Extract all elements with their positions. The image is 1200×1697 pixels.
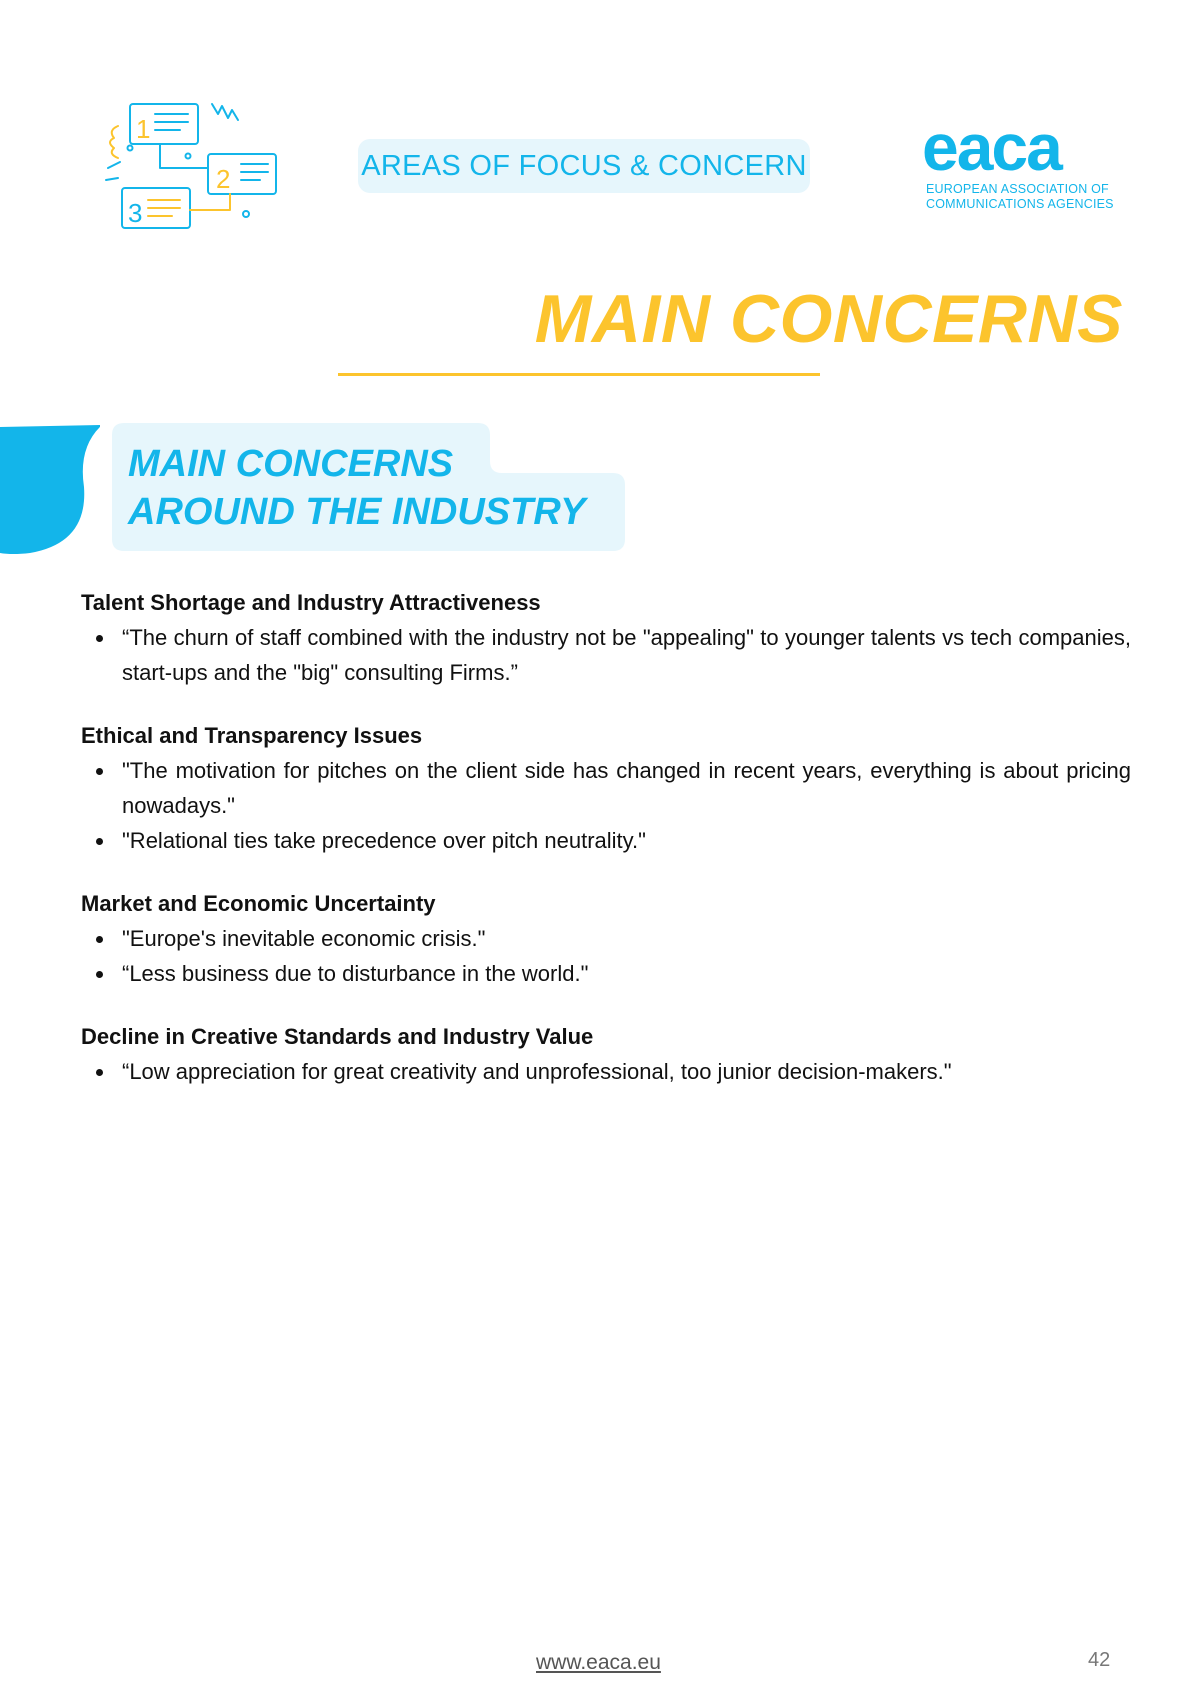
brand-subtitle-line1: EUROPEAN ASSOCIATION OF — [926, 182, 1109, 196]
section-tag: AREAS OF FOCUS & CONCERN — [358, 139, 810, 193]
brand-subtitle-line2: COMMUNICATIONS AGENCIES — [926, 197, 1114, 211]
concern-group-title: Talent Shortage and Industry Attractiveness — [81, 590, 541, 615]
footer-website-link[interactable]: www.eaca.eu — [536, 1651, 661, 1674]
concern-group — [81, 719, 1131, 858]
concerns-content — [81, 586, 1131, 1118]
concern-bullet-list — [81, 620, 1131, 690]
concern-group-title: Ethical and Transparency Issues — [81, 723, 423, 748]
decorative-blue-blob-icon — [0, 425, 100, 555]
illustration-number-3: 3 — [128, 198, 143, 228]
illustration-number-2: 2 — [216, 164, 231, 194]
page-number: 42 — [1088, 1649, 1111, 1671]
concern-bullet-list — [81, 1054, 1131, 1089]
concern-bullet: “Low appreciation for great creativity and unprofessional, too junior decision-makers." — [81, 1054, 1131, 1089]
concern-bullet-list — [81, 753, 1131, 858]
concern-bullet: "Relational ties take precedence over pitch neutrality." — [81, 823, 1131, 858]
brand-name: eaca — [922, 122, 1061, 182]
page-title: MAIN CONCERNS — [534, 281, 1123, 357]
section-heading — [128, 440, 585, 536]
concern-bullet-list — [81, 921, 1131, 991]
concern-bullet: “The churn of staff combined with the industry not be "appealing" to younger talents vs tech companies, start-ups and the "big" consulting Firms.” — [81, 620, 1131, 690]
section-heading-line2: AROUND THE INDUSTRY — [128, 491, 586, 533]
concern-bullet: “Less business due to disturbance in the world." — [81, 956, 1131, 991]
concern-group-title: Decline in Creative Standards and Industry Value — [81, 1024, 594, 1049]
concern-group — [81, 586, 1131, 690]
illustration-number-1: 1 — [136, 114, 151, 144]
title-underline — [338, 373, 820, 376]
brand-logo — [922, 122, 1122, 212]
numbered-list-illustration-icon — [100, 98, 280, 238]
concern-group — [81, 887, 1131, 991]
concern-bullet: "Europe's inevitable economic crisis." — [81, 921, 1131, 956]
concern-bullet: "The motivation for pitches on the client side has changed in recent years, everything is about pricing nowadays." — [81, 753, 1131, 823]
concern-group-title: Market and Economic Uncertainty — [81, 891, 436, 916]
eaca-logo-wordmark-icon — [922, 122, 1122, 182]
concern-group — [81, 1020, 1131, 1089]
section-heading-line1: MAIN CONCERNS — [128, 443, 454, 485]
